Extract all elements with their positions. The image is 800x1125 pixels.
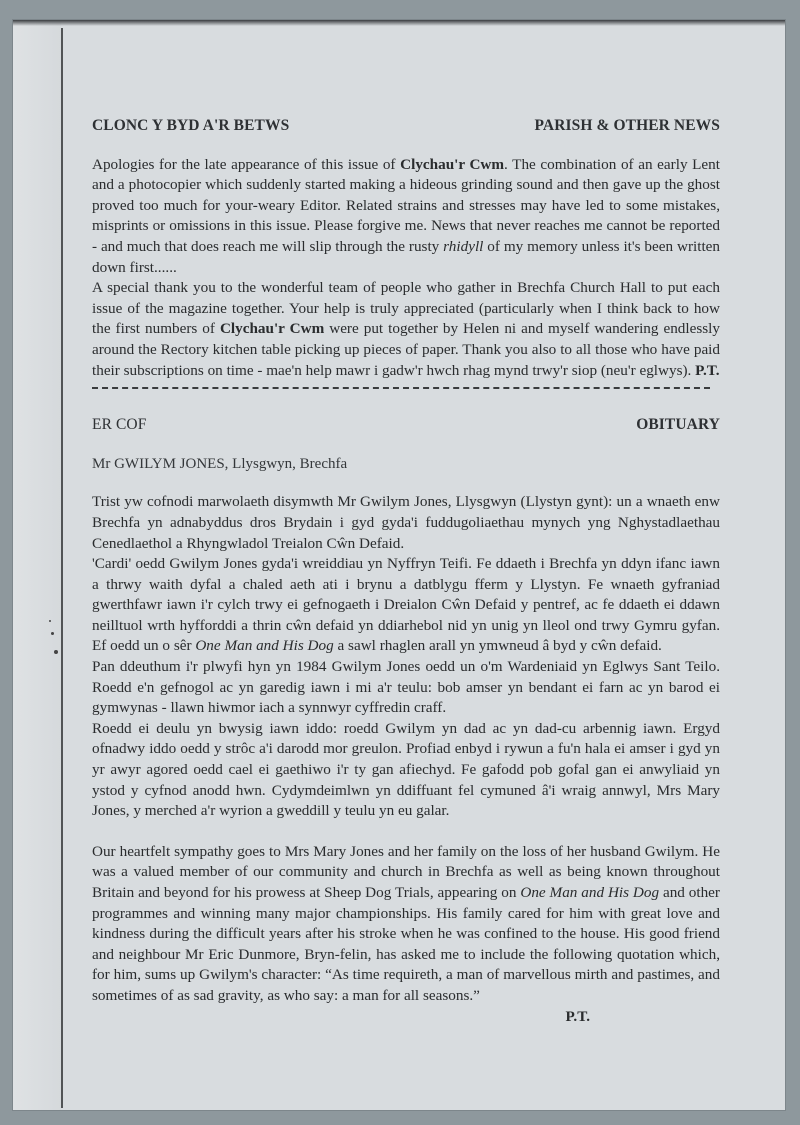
editorial-paragraph-1 (92, 155, 720, 279)
section-header (92, 116, 720, 137)
text: Our heartfelt sympathy goes to Mrs Mary Jones and her family on the loss of her husband Gwilym. He was a valued member of our community and church in Brechfa as well as being known throughout Britain and beyond for his prowess at Sheep Dog Trials, appearing on (92, 842, 720, 901)
text: a sawl rhaglen arall yn ymwneud â byd y cŵn defaid. (333, 637, 662, 655)
welsh-paragraph-2 (92, 554, 720, 657)
ink-speck (49, 620, 51, 622)
scanned-page (13, 20, 785, 1110)
text: Mr (92, 455, 115, 472)
scan-shadow (13, 20, 785, 26)
text: GWILYM JONES (114, 455, 225, 472)
welsh-paragraph-1: Trist yw cofnodi marwolaeth disymwth Mr Gwilym Jones, Llysgwyn (Llystyn gynt): un a wnaeth enw Brechfa yn adnabyddus dros Brydain i gyd gyda'i fuddugoliaethau mynych yng Nghystadlaethau Cenedlaethol a Rhyngwladol Treialon Cŵn Defaid. (92, 493, 720, 552)
text: , Llysgwyn, Brechfa (224, 455, 348, 472)
english-paragraph (92, 842, 720, 1007)
welsh-paragraph-4: Roedd ei deulu yn bwysig iawn iddo: roedd Gwilym yn dad ac yn dad-cu arbennig iawn. Ergyd ofnadwy iddo oedd y strôc a'i darodd mor greulon. Profiad enbyd i rywun a fu'n hala ei amser i gyd yn yr awyr agored oedd cael ei gaethiwo i'r ty gan afiechyd. Fe gafodd pob gofal gan ei anwyliaid yn ystod y cyfnod anodd hwn. Cydymdeimlwn yn ddiffuant fel cymuned â'i wraig annwyl, Mrs Mary Jones, y merched a'r wyrion a gweddill y teulu yn eu galar. (92, 719, 720, 820)
obituary-title-welsh: ER COF (92, 416, 147, 434)
programme-title: One Man and His Dog (195, 637, 334, 655)
margin-rule (61, 28, 63, 1108)
welsh-paragraph-3: Pan ddeuthum i'r plwyfi hyn yn 1984 Gwilym Jones oedd un o'm Wardeniaid yn Eglwys Sant Teilo. Roedd e'n gefnogol ac yn garedig iawn i mi a'r teulu: bob amser yn bendant ei farn ac yn barod ei gymwynas - llawn hiwmor iach a synnwyr cyffredin craff. (92, 658, 720, 717)
ink-speck (51, 632, 54, 635)
text: A special thank you to the wonderful team of people who gather in Brechfa Church Hall to put each issue of the magazine together. Your help is truly appreciated (particularly when I think back to how the first numbers of (92, 279, 720, 338)
obituary-title-english: OBITUARY (636, 416, 720, 434)
text: Apologies for the late appearance of this issue of (92, 155, 401, 173)
signature: P.T. (695, 361, 720, 379)
ink-speck (54, 650, 58, 654)
magazine-name: Clychau'r Cwm (400, 155, 505, 173)
section-title-english: PARISH & OTHER NEWS (534, 117, 720, 134)
section-title-welsh: CLONC Y BYD A'R BETWS (92, 117, 290, 134)
document-body (92, 116, 720, 1027)
text: 'Cardi' oedd Gwilym Jones gyda'i wreiddiau yn Nyffryn Teifi. Fe ddaeth i Brechfa yn ddyn ifanc iawn a thrwy waith dyfal a chaled aeth ati i brynu a datblygu fferm y Llystyn. Fe wnaeth gyfraniad gwerthfawr iawn i'r cylch trwy ei gefnogaeth i Dreialon Cŵn Defaid y pentref, ac fe ddaeth ei ddawn neilltuol wrth hyfforddi a thrin cŵn defaid yn ddiarhebol nid yn unig yn lleol ond trwy Gymru gyfan. Ef oedd un o sêr (92, 555, 720, 655)
text: and other programmes and winning many major championships. His family cared for him with great love and kindness during the difficult years after his stroke when he was confined to the house. His good friend and neighbour Mr Eric Dunmore, Bryn-felin, has asked me to include the following quotation which, for him, sums up Gwilym's character: “As time requireth, a man of marvellous mirth and pastimes, and sometimes of as sad gravity, as who say: a man for all seasons.” (92, 884, 720, 1004)
obituary-signature: P.T. (565, 1007, 590, 1025)
obituary-header (92, 415, 720, 436)
obituary-subject (92, 454, 720, 475)
text: of my memory unless it's been written down first...... (92, 237, 721, 276)
magazine-name: Clychau'r Cwm (219, 320, 325, 338)
programme-title: One Man and His Dog (520, 884, 660, 901)
text: . The combination of an early Lent and a photocopier which suddenly started making a hideous grinding sound and then gave up the ghost proved too much for your-weary Editor. Related strains and stresses may have led to some mistakes, misprints or omissions in this issue. Please forgive me. News that never reaches me cannot be reported - and much that does reach me will slip through the rusty (92, 155, 720, 255)
editorial-paragraph-2 (92, 278, 720, 381)
italic-word: rhidyll (443, 237, 484, 255)
text: were put together by Helen ni and myself wandering endlessly around the Rectory kitchen table picking up pieces of paper. Thank you also to all those who have paid their subscriptions on time - mae'n help mawr i gadw'r hwch rhag mynd trwy'r siop (neu'r eglwys). (92, 320, 720, 379)
page-fold (13, 20, 61, 1110)
